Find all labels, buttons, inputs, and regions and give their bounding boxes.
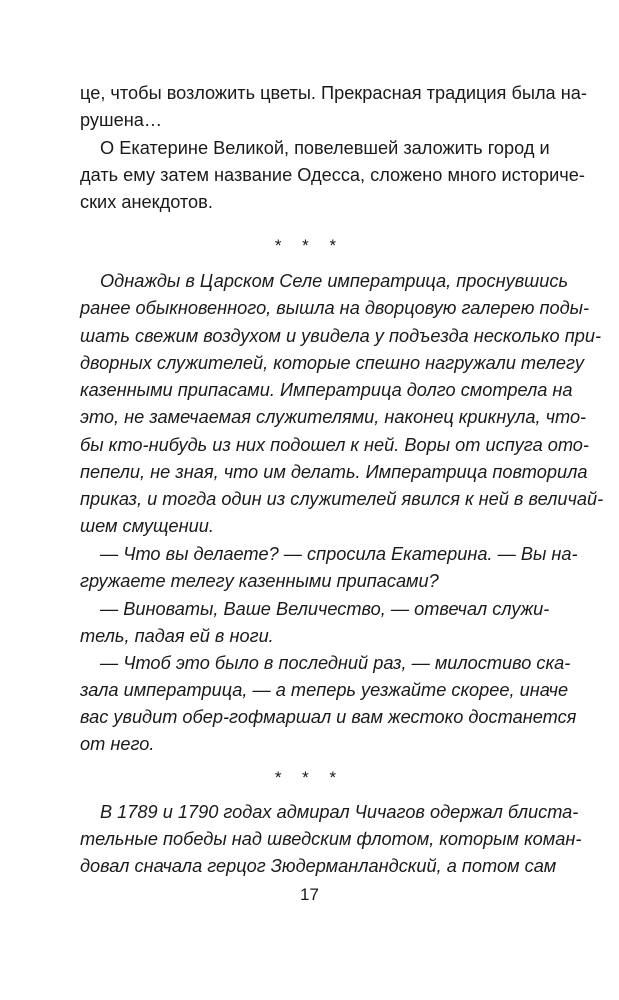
page-number: 17 [300,885,319,904]
text-line: тель, падая ей в ноги. [80,626,274,646]
text-line: гружаете телегу казенными припасами? [80,571,439,591]
text-line: — Что вы делаете? — спросила Екатерина. — Вы на- [100,544,578,564]
text-line: В 1789 и 1790 годах адмирал Чичагов одержал блиста- [100,802,579,822]
text-line: тельные победы над шведским флотом, которым коман- [80,829,582,849]
text-line: ранее обыкновенного, вышла на дворцовую галерею поды- [80,298,590,318]
text-line: дворных служителей, которые спешно нагружали телегу [80,353,585,373]
text-line: вас увидит обер-гофмаршал и вам жестоко достанется [80,707,577,727]
text-line: рушена… [80,110,163,130]
text-line: бы кто-нибудь из них подошел к ней. Воры от испуга ото- [80,435,589,455]
text-line: приказ, и тогда один из служителей явился к ней в величай- [80,489,604,509]
text-line: — Чтоб это было в последний раз, — милостиво ска- [100,653,571,673]
text-line: пепели, не зная, что им делать. Императрица повторила [80,462,588,482]
section-separator: * * * [274,768,345,787]
text-line: ских анекдотов. [80,192,213,212]
section-separator: * * * [274,236,345,255]
text-line: — Виноваты, Ваше Величество, — отвечал служи- [100,599,550,619]
text-line: шать свежим воздухом и увидела у подъезда несколько при- [80,326,601,346]
text-line: шем смущении. [80,516,214,536]
text-line: дать ему затем название Одесса, сложено много историче- [80,165,585,185]
text-line: О Екатерине Великой, повелевшей заложить город и [100,138,550,158]
text-line: казенными припасами. Императрица долго смотрела на [80,380,573,400]
text-line: это, не замечаемая служителями, наконец крикнула, что- [80,407,587,427]
text-line: довал сначала герцог Зюдерманландский, а потом сам [80,856,557,876]
book-page [80,0,604,1000]
text-line: Однажды в Царском Селе императрица, проснувшись [100,271,569,291]
text-line: от него. [80,734,155,754]
text-line: зала императрица, — а теперь уезжайте скорее, иначе [80,680,569,700]
text-line: це, чтобы возложить цветы. Прекрасная традиция была на- [80,83,587,103]
